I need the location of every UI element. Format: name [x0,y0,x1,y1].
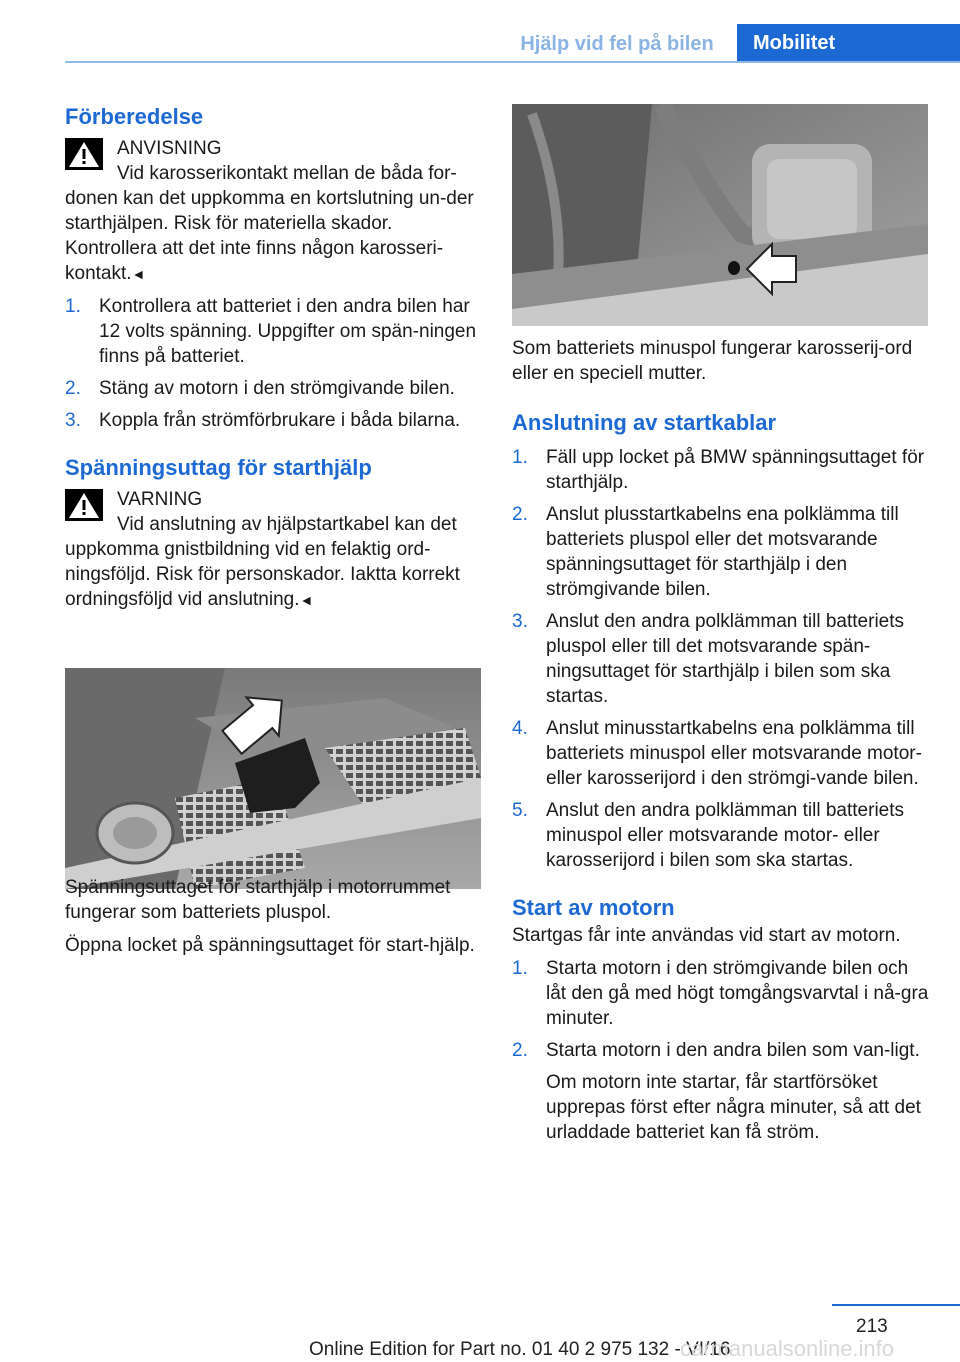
watermark: carmanualsonline.info [680,1336,895,1361]
header-rule [65,61,960,63]
list-item: 2. Anslut plusstartkabelns ena polklämma till batteriets pluspol eller det motsvarande spänningsuttaget för starthjälp i den strömgivande bilen. [512,504,899,600]
ground-point-illustration [512,104,928,326]
left-column [65,102,483,958]
warning-triangle-icon [65,138,103,170]
figure-ground-point [512,104,928,326]
notice-label: ANVISNING [117,138,222,159]
right-column [512,336,932,1145]
warning-text-first: Vid anslutning av hjälpstartkabel kan det [117,514,457,535]
list-item: 4. Anslut minusstartkabelns ena polklämma till batteriets minuspol eller motsvarande motor- eller karosserijord i den strömgi-vande bilen. [512,718,922,789]
list-item: 1. Starta motorn i den strömgivande bilen och låt den gå med högt tomgångsvarvtal i nå-gra minuter. [512,958,929,1029]
end-mark-icon: ◄ [299,592,314,608]
list-item: 3. Anslut den andra polklämman till batteriets pluspol eller till det motsvarande spän-ningsuttaget för starthjälp i bilen som ska startas. [512,611,905,707]
preparation-steps [65,294,483,433]
list-item: 1. Kontrollera att batteriet i den andra bilen har 12 volts spänning. Uppgifter om spän-ningen finns på batteriet. [65,296,477,367]
warning-box [65,487,483,613]
section-title-connect-cables: Anslutning av startkablar [512,410,777,435]
ground-caption: Som batteriets minuspol fungerar karosserij-ord eller en speciell mutter. [512,338,913,384]
notice-box [65,136,483,287]
notice-text-first: Vid karosserikontakt mellan de båda for- [117,163,457,184]
list-item: 3. Koppla från strömförbrukare i båda bilarna. [65,410,461,431]
warning-text: uppkomma gnistbildning vid en felaktig ord-ningsföljd. Risk för personskador. Iaktta korrekt ordningsföljd vid anslutning. [65,539,460,610]
list-item: 2. Stäng av motorn i den strömgivande bilen. [65,378,455,399]
start-steps [512,956,932,1145]
socket-open-instruction: Öppna locket på spänningsuttaget för start-hjälp. [65,935,475,956]
socket-caption: Spänningsuttaget för starthjälp i motorrummet fungerar som batteriets pluspol. [65,877,451,923]
header-section-title: Hjälp vid fel på bilen [520,33,714,55]
end-mark-icon: ◄ [131,266,146,282]
cable-steps [512,445,932,873]
edition-text: Online Edition for Part no. 01 40 2 975 132 - VI/16 [309,1339,731,1360]
page-number: 213 [856,1316,888,1337]
notice-text: donen kan det uppkomma en kortslutning un-der starthjälpen. Risk för materiella skador. Kontrollera att det inte finns någon karosseri-kontakt. [65,188,474,284]
warning-label: VARNING [117,489,203,510]
section-title-engine-start: Start av motorn [512,895,675,920]
list-item: 2. Starta motorn i den andra bilen som van-ligt. Om motorn inte startar, får startförsöket upprepas först efter några minuter, så att det urladdade batteriet kan få ström. [512,1038,932,1145]
header-chapter-tab: Mobilitet [737,24,960,63]
list-item: 1. Fäll upp locket på BMW spänningsuttaget för starthjälp. [512,447,925,493]
start-note: Startgas får inte användas vid start av motorn. [512,925,901,946]
footer-rule [832,1304,960,1306]
section-title-preparation: Förberedelse [65,104,204,129]
section-title-jump-start-socket: Spänningsuttag för starthjälp [65,455,372,480]
list-item: 5. Anslut den andra polklämman till batteriets minuspol eller motsvarande motor- eller karosserijord i bilen som ska startas. [512,800,905,871]
warning-triangle-icon [65,489,103,521]
step-sub-text: Om motorn inte startar, får startförsöket upprepas först efter några minuter, så att det urladdade batteriet kan få ström. [546,1072,921,1143]
